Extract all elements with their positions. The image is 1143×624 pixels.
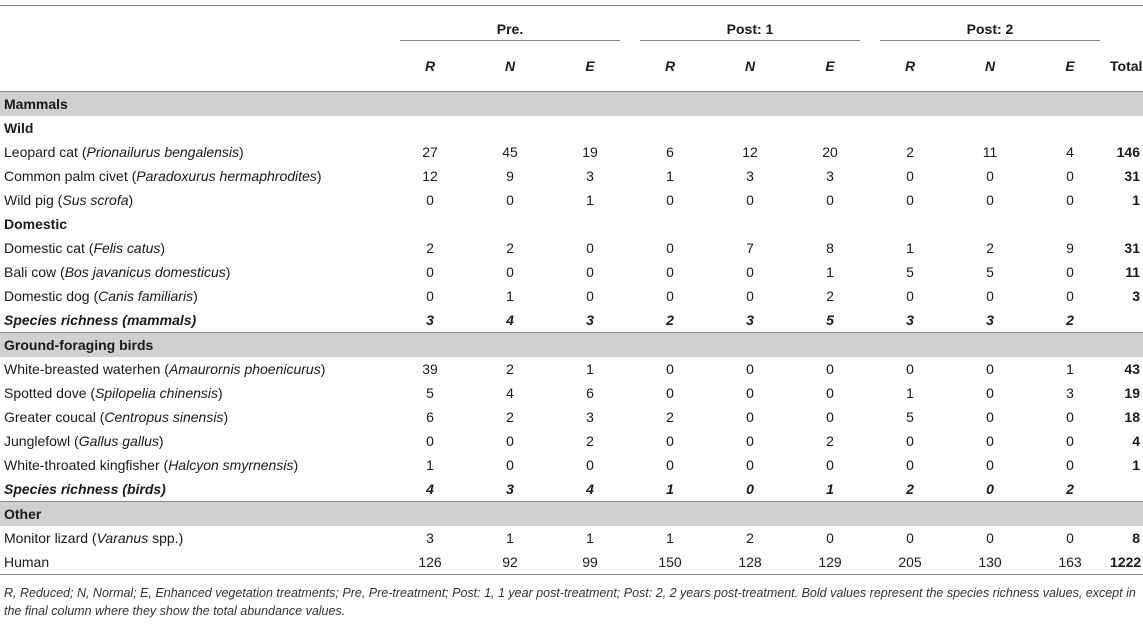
count-cell: 12 — [422, 167, 438, 184]
count-cell: 39 — [422, 360, 438, 377]
count-cell: 0 — [426, 263, 434, 280]
count-cell: 0 — [746, 360, 754, 377]
species-scientific-name: Sus scrofa — [62, 191, 129, 208]
count-cell: 1 — [426, 456, 434, 473]
subsection-header-label: Domestic — [4, 215, 68, 232]
group-header-pre: Pre. — [390, 6, 630, 41]
count-cell: 0 — [586, 456, 594, 473]
count-cell: 0 — [826, 408, 834, 425]
richness-cell: 3 — [506, 480, 514, 497]
species-common-name: Spotted dove ( — [4, 384, 96, 401]
count-cell: 0 — [586, 239, 594, 256]
count-cell: 0 — [666, 432, 674, 449]
subcol-header: E — [825, 57, 835, 74]
species-scientific-name: Halcyon smyrnensis — [168, 456, 294, 473]
count-cell: 3 — [426, 529, 434, 546]
species-scientific-name: Varanus — [96, 529, 149, 546]
richness-cell: 4 — [506, 311, 514, 328]
count-cell: 11 — [982, 143, 998, 160]
species-name — [0, 140, 390, 164]
richness-cell: 1 — [666, 480, 674, 497]
count-cell: 0 — [826, 360, 834, 377]
table-row — [0, 284, 1143, 308]
species-common-name: Human — [4, 553, 50, 570]
count-cell: 1 — [826, 263, 834, 280]
species-name — [0, 260, 390, 284]
richness-cell: 3 — [746, 311, 754, 328]
count-cell: 0 — [986, 529, 994, 546]
count-cell: 0 — [746, 432, 754, 449]
count-cell: 0 — [666, 191, 674, 208]
richness-cell: 3 — [986, 311, 994, 328]
count-cell: 0 — [506, 456, 514, 473]
count-cell: 1 — [906, 384, 914, 401]
table-body — [0, 91, 1143, 574]
species-name-suffix: ) — [160, 239, 166, 256]
count-cell: 0 — [826, 529, 834, 546]
species-scientific-name: Centropus sinensis — [104, 408, 224, 425]
count-cell: 0 — [906, 191, 914, 208]
count-cell: 0 — [986, 432, 994, 449]
count-cell: 0 — [986, 191, 994, 208]
count-cell: 0 — [586, 263, 594, 280]
count-cell: 2 — [986, 239, 994, 256]
species-scientific-name: Bos javanicus domesticus — [64, 263, 226, 280]
count-cell: 12 — [742, 143, 758, 160]
count-cell: 1 — [506, 287, 514, 304]
table-row — [0, 357, 1143, 381]
species-name — [0, 429, 390, 453]
species-common-name: Bali cow ( — [4, 263, 65, 280]
table-row — [0, 550, 1143, 575]
species-name — [0, 357, 390, 381]
table-footnote: R, Reduced; N, Normal; E, Enhanced vegetation treatments; Pre, Pre-treatment; Post: 1, 1 year post-treatment; Post: 2, 2 years post-treatment. Bold values represent the species richness values, except in the final column where they show the total abundance values. — [4, 586, 1136, 618]
count-cell: 0 — [986, 167, 994, 184]
count-cell: 0 — [1066, 432, 1074, 449]
count-cell: 0 — [426, 287, 434, 304]
species-name-suffix: ) — [225, 263, 231, 280]
total-header: Total — [1110, 57, 1143, 74]
species-name — [0, 453, 390, 477]
table-row — [0, 429, 1143, 453]
species-name — [0, 236, 390, 260]
count-cell: 5 — [906, 408, 914, 425]
section-header-label: Other — [0, 501, 1143, 526]
species-name — [0, 164, 390, 188]
count-cell: 0 — [1066, 287, 1074, 304]
richness-cell: 2 — [666, 311, 674, 328]
total-cell: 18 — [1124, 408, 1140, 425]
species-name — [0, 381, 390, 405]
species-scientific-name: Prionailurus bengalensis — [86, 143, 240, 160]
subsection-header — [0, 212, 1143, 236]
total-cell: 19 — [1124, 384, 1140, 401]
species-name-suffix: ) — [128, 191, 134, 208]
section-header — [0, 501, 1143, 526]
count-cell: 1 — [506, 529, 514, 546]
count-cell: 0 — [746, 191, 754, 208]
species-name-suffix: ) — [316, 167, 322, 184]
count-cell: 2 — [666, 408, 674, 425]
count-cell: 1 — [666, 529, 674, 546]
count-cell: 0 — [1066, 529, 1074, 546]
richness-cell: 3 — [586, 311, 594, 328]
count-cell: 0 — [986, 287, 994, 304]
count-cell: 0 — [746, 408, 754, 425]
count-cell: 4 — [506, 384, 514, 401]
section-header-label: Ground-foraging birds — [0, 332, 1143, 357]
count-cell: 20 — [822, 143, 838, 160]
table-row — [0, 260, 1143, 284]
count-cell: 4 — [1066, 143, 1074, 160]
subcol-header: R — [424, 57, 436, 74]
count-cell: 2 — [506, 239, 514, 256]
species-common-name: Domestic cat ( — [4, 239, 94, 256]
count-cell: 0 — [986, 360, 994, 377]
total-cell: 1222 — [1110, 550, 1143, 575]
count-cell: 0 — [1066, 191, 1074, 208]
richness-cell: 3 — [906, 311, 914, 328]
count-cell: 0 — [746, 384, 754, 401]
count-cell: 9 — [506, 167, 514, 184]
species-common-name: Junglefowl ( — [4, 432, 79, 449]
subsection-header — [0, 116, 1143, 140]
subcol-header: N — [744, 57, 756, 74]
count-cell: 0 — [666, 263, 674, 280]
count-cell: 5 — [986, 263, 994, 280]
count-cell: 0 — [666, 287, 674, 304]
species-scientific-name: Canis familiaris — [98, 287, 194, 304]
count-cell: 0 — [666, 456, 674, 473]
species-common-name: Common palm civet ( — [4, 167, 137, 184]
count-cell: 8 — [826, 239, 834, 256]
species-name-suffix: ) — [223, 408, 229, 425]
group-header-post2: Post: 2 — [870, 6, 1110, 41]
total-cell: 1 — [1132, 456, 1140, 473]
count-cell: 1 — [586, 529, 594, 546]
subsection-header-label: Wild — [4, 119, 34, 136]
total-cell: 1 — [1132, 191, 1140, 208]
subcolumn-header-row — [0, 41, 1143, 91]
table-row — [0, 164, 1143, 188]
table-row — [0, 140, 1143, 164]
subcol-header: N — [504, 57, 516, 74]
count-cell: 19 — [582, 143, 598, 160]
count-cell: 0 — [746, 456, 754, 473]
species-name — [0, 405, 390, 429]
richness-cell: 0 — [986, 480, 994, 497]
count-cell: 128 — [710, 550, 790, 575]
count-cell: 2 — [746, 529, 754, 546]
count-cell: 0 — [986, 456, 994, 473]
count-cell: 5 — [906, 263, 914, 280]
species-scientific-name: Paradoxurus hermaphrodites — [136, 167, 317, 184]
total-cell: 31 — [1124, 239, 1140, 256]
count-cell: 3 — [746, 167, 754, 184]
count-cell: 0 — [746, 263, 754, 280]
count-cell: 1 — [586, 191, 594, 208]
section-header — [0, 332, 1143, 357]
richness-cell: 2 — [906, 480, 914, 497]
count-cell: 0 — [906, 287, 914, 304]
group-header-post1: Post: 1 — [630, 6, 870, 41]
species-name-suffix: ) — [218, 384, 223, 401]
richness-cell: 5 — [826, 311, 834, 328]
species-common-name: Domestic dog ( — [4, 287, 99, 304]
species-name — [0, 550, 390, 575]
count-cell: 163 — [1030, 550, 1110, 575]
species-name-suffix: ) — [293, 456, 299, 473]
count-cell: 1 — [1066, 360, 1074, 377]
subcol-header: E — [585, 57, 595, 74]
count-cell: 0 — [906, 432, 914, 449]
subcol-header: E — [1065, 57, 1075, 74]
species-richness-label: Species richness (mammals) — [4, 311, 197, 328]
count-cell: 1 — [586, 360, 594, 377]
total-cell: 43 — [1124, 360, 1140, 377]
species-name-suffix: ) — [320, 360, 326, 377]
subcol-header: R — [904, 57, 916, 74]
total-cell: 4 — [1132, 432, 1140, 449]
species-common-name: Greater coucal ( — [4, 408, 105, 425]
count-cell: 3 — [586, 408, 594, 425]
total-cell: 146 — [1116, 143, 1140, 160]
count-cell: 3 — [586, 167, 594, 184]
count-cell: 0 — [826, 191, 834, 208]
count-cell: 7 — [746, 239, 754, 256]
count-cell: 0 — [426, 191, 434, 208]
count-cell: 129 — [790, 550, 870, 575]
total-cell: 3 — [1132, 287, 1140, 304]
species-scientific-name: Amaurornis phoenicurus — [168, 360, 321, 377]
table-row — [0, 188, 1143, 212]
count-cell: 0 — [1066, 167, 1074, 184]
species-name — [0, 284, 390, 308]
count-cell: 2 — [826, 432, 834, 449]
group-header-row — [0, 6, 1143, 41]
species-common-name: White-throated kingfisher ( — [4, 456, 169, 473]
count-cell: 0 — [1066, 408, 1074, 425]
count-cell: 45 — [502, 143, 518, 160]
count-cell: 1 — [906, 239, 914, 256]
table-row — [0, 236, 1143, 260]
count-cell: 205 — [870, 550, 950, 575]
table-row — [0, 405, 1143, 429]
count-cell: 3 — [1066, 384, 1074, 401]
table-row — [0, 381, 1143, 405]
count-cell: 0 — [506, 432, 514, 449]
subcol-header: N — [984, 57, 996, 74]
count-cell: 5 — [426, 384, 434, 401]
count-cell: 3 — [826, 167, 834, 184]
total-cell: 8 — [1132, 529, 1140, 546]
species-scientific-name: Gallus gallus — [78, 432, 159, 449]
count-cell: 0 — [506, 191, 514, 208]
richness-cell: 4 — [426, 480, 434, 497]
count-cell: 2 — [586, 432, 594, 449]
species-scientific-name: Felis catus — [93, 239, 161, 256]
count-cell: 6 — [666, 143, 674, 160]
table-row — [0, 453, 1143, 477]
count-cell: 2 — [506, 408, 514, 425]
count-cell: 2 — [506, 360, 514, 377]
count-cell: 92 — [470, 550, 550, 575]
total-cell: 31 — [1124, 167, 1140, 184]
count-cell: 27 — [422, 143, 438, 160]
count-cell: 0 — [426, 432, 434, 449]
species-name-suffix: ) — [239, 143, 244, 160]
count-cell: 150 — [630, 550, 710, 575]
count-cell: 0 — [986, 384, 994, 401]
species-name — [0, 526, 390, 550]
count-cell: 0 — [1066, 263, 1074, 280]
count-cell: 130 — [950, 550, 1030, 575]
richness-cell: 4 — [586, 480, 594, 497]
section-header-label: Mammals — [0, 91, 1143, 116]
count-cell: 2 — [826, 287, 834, 304]
species-name-suffix: spp.) — [148, 529, 184, 546]
count-cell: 0 — [586, 287, 594, 304]
count-cell: 0 — [666, 384, 674, 401]
count-cell: 0 — [1066, 456, 1074, 473]
species-common-name: White-breasted waterhen ( — [4, 360, 169, 377]
table-row — [0, 526, 1143, 550]
richness-cell: 3 — [426, 311, 434, 328]
count-cell: 1 — [666, 167, 674, 184]
count-cell: 0 — [906, 360, 914, 377]
species-scientific-name: Spilopelia chinensis — [95, 384, 219, 401]
count-cell: 0 — [826, 456, 834, 473]
total-cell: 11 — [1125, 263, 1140, 280]
count-cell: 0 — [506, 263, 514, 280]
count-cell: 9 — [1066, 239, 1074, 256]
species-common-name: Monitor lizard ( — [4, 529, 97, 546]
subcol-header: R — [664, 57, 676, 74]
count-cell: 0 — [986, 408, 994, 425]
species-richness-label: Species richness (birds) — [4, 480, 166, 497]
count-cell: 2 — [426, 239, 434, 256]
species-common-name: Leopard cat ( — [4, 143, 87, 160]
count-cell: 0 — [826, 384, 834, 401]
count-cell: 0 — [906, 529, 914, 546]
richness-cell: 2 — [1066, 311, 1074, 328]
count-cell: 2 — [906, 143, 914, 160]
species-name-suffix: ) — [193, 287, 198, 304]
species-richness-row — [0, 308, 1143, 333]
species-common-name: Wild pig ( — [4, 191, 63, 208]
species-name — [0, 188, 390, 212]
count-cell: 0 — [906, 167, 914, 184]
species-richness-row — [0, 477, 1143, 502]
species-name-suffix: ) — [158, 432, 164, 449]
count-cell: 0 — [746, 287, 754, 304]
species-table — [0, 5, 1143, 575]
count-cell: 0 — [906, 456, 914, 473]
section-header — [0, 91, 1143, 116]
count-cell: 0 — [666, 239, 674, 256]
count-cell: 6 — [426, 408, 434, 425]
count-cell: 99 — [550, 550, 630, 575]
richness-cell: 2 — [1066, 480, 1074, 497]
count-cell: 6 — [586, 384, 594, 401]
count-cell: 126 — [390, 550, 470, 575]
richness-cell: 0 — [746, 480, 754, 497]
richness-cell: 1 — [826, 480, 834, 497]
count-cell: 0 — [666, 360, 674, 377]
